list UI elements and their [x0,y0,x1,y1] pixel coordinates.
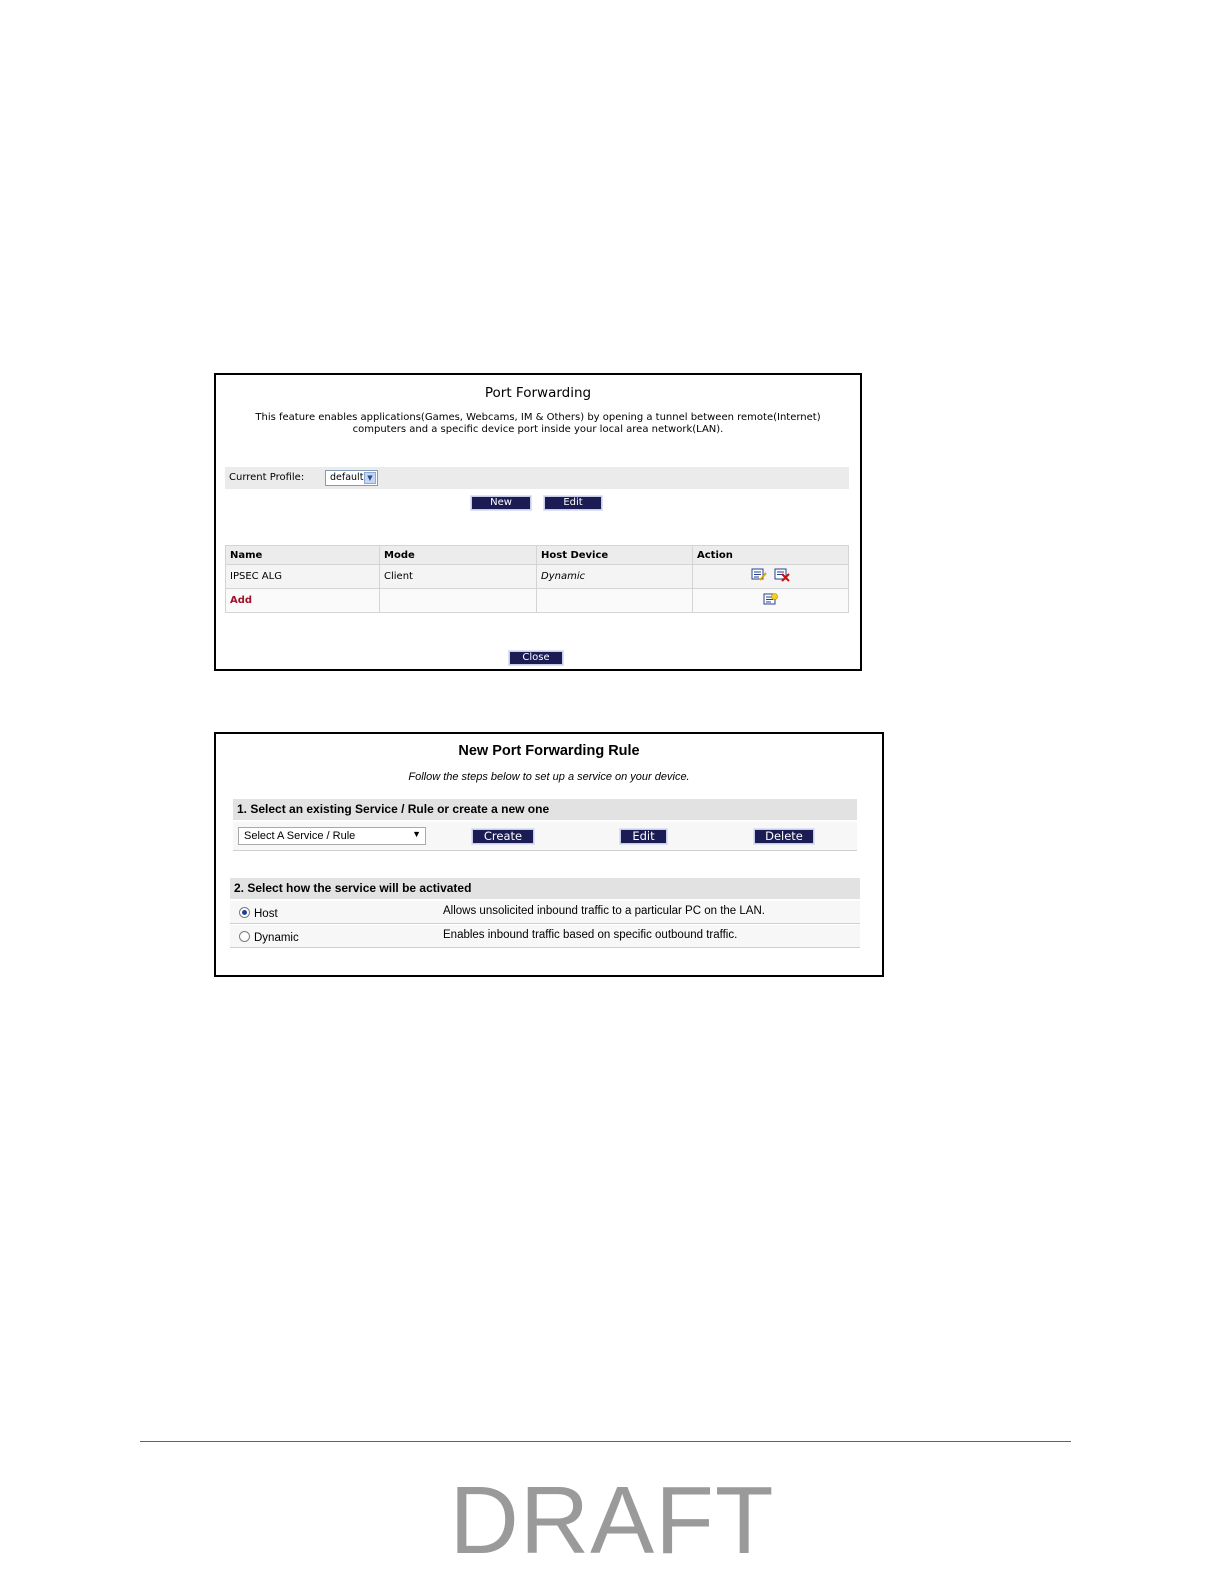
delete-button[interactable]: Delete [754,829,814,844]
add-rule-icon[interactable] [763,593,778,609]
host-label: Host [254,908,278,920]
rule-panel-subtitle: Follow the steps below to set up a service on your device. [408,771,690,783]
profile-label: Current Profile: [229,472,305,483]
host-description: Allows unsolicited inbound traffic to a particular PC on the LAN. [443,905,765,917]
column-header-host-device: Host Device [537,546,693,565]
service-select[interactable] [238,827,426,845]
profile-select-value: default [330,472,364,483]
step1-heading: 1. Select an existing Service / Rule or create a new one [233,799,857,820]
empty-cell [380,589,537,613]
edit-service-button[interactable]: Edit [620,829,667,844]
profile-select[interactable] [325,470,378,486]
row-mode: Client [380,565,537,589]
option-row-host[interactable] [230,901,860,924]
empty-cell [537,589,693,613]
add-link[interactable]: Add [230,595,253,606]
close-button[interactable]: Close [509,651,563,665]
dynamic-label: Dynamic [254,932,299,944]
edit-button[interactable]: Edit [544,496,602,510]
row-host-device: Dynamic [537,565,693,589]
step1-row [233,822,857,851]
column-header-name: Name [226,546,380,565]
service-select-value: Select A Service / Rule [244,830,356,842]
dynamic-radio[interactable] [239,931,250,942]
feature-description [236,412,840,436]
host-radio[interactable] [239,907,250,918]
add-action-cell [693,589,849,613]
description-line-1: This feature enables applications(Games, Webcams, IM & Others) by opening a tunnel between remote(Internet) [255,412,821,423]
page-title: Port Forwarding [484,385,592,401]
create-button[interactable]: Create [472,829,534,844]
port-forwarding-panel [214,373,862,671]
column-header-action: Action [693,546,849,565]
delete-rule-icon[interactable] [774,568,790,585]
table-row-add [226,589,849,613]
table-row [226,565,849,589]
chevron-down-icon[interactable]: ▼ [364,472,376,484]
chevron-down-icon[interactable]: ▼ [412,829,421,839]
new-button[interactable]: New [471,496,531,510]
profile-bar [225,467,849,489]
table-header-row [226,546,849,565]
draft-watermark: DRAFT [449,1467,775,1574]
edit-rule-icon[interactable] [751,568,767,585]
description-line-2: computers and a specific device port inside your local area network(LAN). [352,424,724,435]
column-header-mode: Mode [380,546,537,565]
row-name: IPSEC ALG [226,565,380,589]
add-cell [226,589,380,613]
row-actions [693,565,849,589]
dynamic-description: Enables inbound traffic based on specific outbound traffic. [443,929,738,941]
step2-heading: 2. Select how the service will be activated [230,878,860,899]
new-port-forwarding-rule-panel [214,732,884,977]
rule-panel-title: New Port Forwarding Rule [458,743,640,759]
footer-divider [140,1441,1071,1442]
option-row-dynamic[interactable] [230,925,860,948]
rules-table [225,545,849,613]
